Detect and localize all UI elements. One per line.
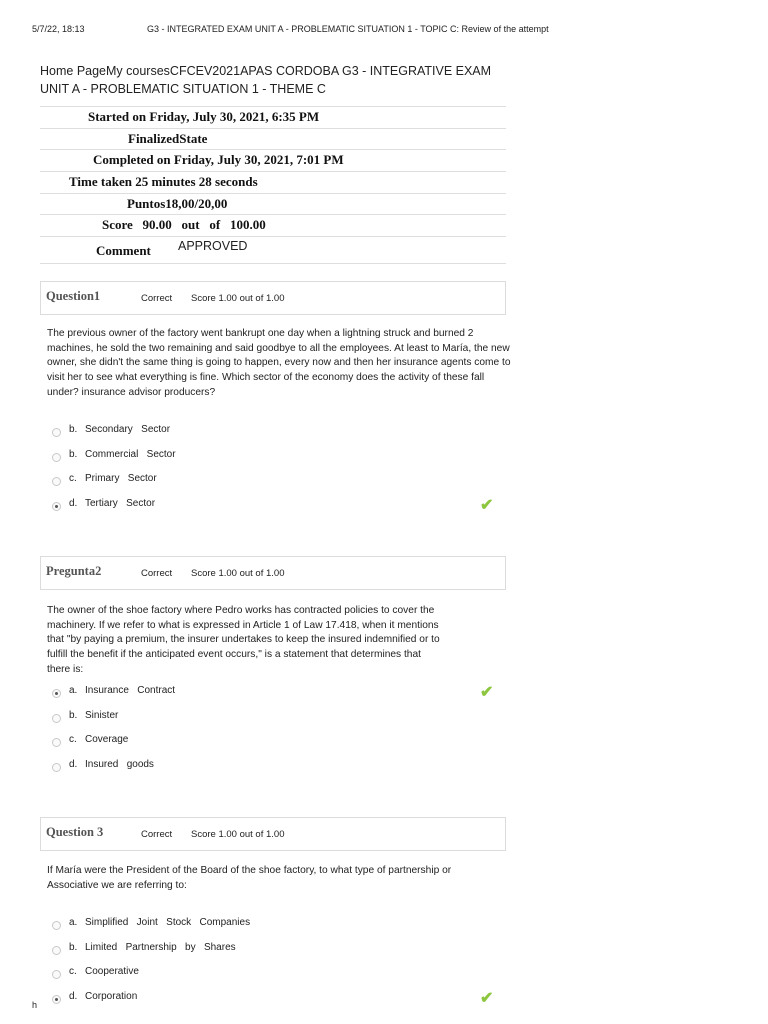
summary-row-started	[40, 106, 506, 128]
answer-text: Cooperative	[85, 966, 139, 977]
question-info-1	[40, 281, 506, 315]
question-text-3: If María were the President of the Board of the shoe factory, to what type of partnership or Associative we are referring to:	[47, 865, 452, 891]
summary-label: FinalizedState	[128, 130, 208, 146]
question-state: Correct	[141, 829, 173, 840]
radio-button-selected[interactable]	[52, 995, 61, 1004]
answer-letter: c.	[69, 473, 77, 484]
answer-option[interactable]	[52, 709, 512, 734]
print-header	[32, 24, 748, 36]
radio-button[interactable]	[52, 921, 61, 930]
radio-button[interactable]	[52, 428, 61, 437]
question-info-2	[40, 556, 506, 590]
print-date: 5/7/22, 18:13	[32, 24, 85, 34]
radio-button[interactable]	[52, 738, 61, 747]
answer-option-selected[interactable]	[52, 497, 512, 522]
answer-text: Sinister	[85, 709, 119, 721]
question-number: Question1	[46, 289, 101, 303]
summary-label: Time taken 25 minutes 28 seconds	[69, 174, 258, 190]
answer-option[interactable]	[52, 758, 512, 783]
radio-button[interactable]	[52, 477, 61, 486]
question-text-2: The owner of the shoe factory where Pedro works has contracted policies to cover the machinery. If we refer to what is expressed in Article 1 of Law 17.418, when it mentions that "by paying a premium, the insurer undertakes to keep the insured indemnified or to fulfill the benefit if the anticipated event occurs," is a statement that determines that there is:	[47, 605, 440, 675]
answer-list-2	[52, 684, 512, 782]
answer-letter: b.	[69, 448, 78, 460]
summary-row-score	[40, 214, 506, 236]
question-number: Question 3	[46, 825, 104, 839]
answer-letter: d.	[69, 990, 78, 1002]
print-document-title: G3 - INTEGRATED EXAM UNIT A - PROBLEMATIC SITUATION 1 - TOPIC C: Review of the attempt	[147, 24, 549, 34]
checkmark-icon: ✔	[480, 684, 494, 701]
question-grade: Score 1.00 out of 1.00	[191, 829, 285, 840]
answer-letter: b.	[69, 941, 78, 953]
answer-option-selected[interactable]	[52, 684, 512, 709]
answer-option[interactable]	[52, 733, 512, 758]
answer-text: Tertiary Sector	[85, 497, 156, 509]
attempt-summary-table	[40, 106, 506, 264]
answer-list-1	[52, 423, 512, 521]
question-text-1: The previous owner of the factory went bankrupt one day when a lightning struck and burned 2 machines, he sold the two remaining and said goodbye to all the employees. At least to María, the new owner, she didn't the same thing is going to happen, every now and then her insurance agents come to visit her to see what everything is fine. Which sector of the economy does the activity of these fall under? insurance advisor producers?	[47, 328, 511, 398]
question-number: Pregunta2	[46, 564, 102, 578]
answer-option[interactable]	[52, 472, 512, 497]
answer-option[interactable]	[52, 423, 512, 448]
question-state: Correct	[141, 568, 173, 579]
answer-text: Commercial Sector	[85, 448, 176, 460]
answer-letter: c.	[69, 966, 77, 977]
answer-letter: a.	[69, 917, 78, 928]
summary-row-state	[40, 128, 506, 150]
answer-letter: c.	[69, 734, 77, 745]
summary-row-completed	[40, 149, 506, 171]
answer-option[interactable]	[52, 965, 512, 990]
summary-label: Score 90.00 out of 100.00	[102, 217, 266, 233]
checkmark-icon: ✔	[480, 989, 494, 1007]
answer-text: Secondary Sector	[85, 424, 171, 435]
answer-option[interactable]	[52, 916, 512, 941]
summary-label: Completed on Friday, July 30, 2021, 7:01 PM	[93, 152, 344, 168]
radio-button[interactable]	[52, 714, 61, 723]
summary-row-time-taken	[40, 171, 506, 193]
summary-row-points	[40, 193, 506, 215]
summary-label: Puntos18,00/20,00	[127, 195, 228, 211]
radio-button-selected[interactable]	[52, 689, 61, 698]
breadcrumb[interactable]: Home PageMy coursesCFCEV2021APAS CORDOBA G3 - INTEGRATIVE EXAM UNIT A - PROBLEMATIC SITUATION 1 - THEME C	[40, 64, 492, 96]
answer-text: Insured goods	[85, 758, 154, 770]
answer-letter: d.	[69, 758, 78, 770]
answer-text: Corporation	[85, 990, 138, 1002]
answer-letter: d.	[69, 497, 78, 509]
checkmark-icon: ✔	[480, 496, 494, 514]
answer-text: Simplified Joint Stock Companies	[85, 917, 251, 928]
radio-button[interactable]	[52, 453, 61, 462]
radio-button[interactable]	[52, 946, 61, 955]
question-grade: Score 1.00 out of 1.00	[191, 568, 285, 579]
question-info-3	[40, 817, 506, 851]
answer-text: Primary Sector	[85, 473, 157, 484]
answer-option[interactable]	[52, 448, 512, 473]
answer-letter: a.	[69, 685, 78, 696]
radio-button[interactable]	[52, 763, 61, 772]
summary-label: Started on Friday, July 30, 2021, 6:35 PM	[88, 109, 320, 124]
answer-letter: b.	[69, 424, 78, 435]
question-grade: Score 1.00 out of 1.00	[191, 293, 285, 304]
summary-label: Comment	[96, 243, 151, 259]
answer-text: Insurance Contract	[85, 685, 176, 696]
answer-text: Coverage	[85, 734, 129, 745]
question-state: Correct	[141, 293, 173, 304]
summary-comment-value: APPROVED	[178, 239, 248, 254]
summary-row-comment	[40, 236, 506, 264]
footer-mark: h	[32, 1000, 38, 1010]
answer-list-3	[52, 916, 512, 1014]
radio-button-selected[interactable]	[52, 502, 61, 511]
radio-button[interactable]	[52, 970, 61, 979]
answer-text: Limited Partnership by Shares	[85, 941, 236, 953]
answer-option-selected[interactable]	[52, 990, 512, 1015]
answer-letter: b.	[69, 709, 78, 721]
answer-option[interactable]	[52, 941, 512, 966]
